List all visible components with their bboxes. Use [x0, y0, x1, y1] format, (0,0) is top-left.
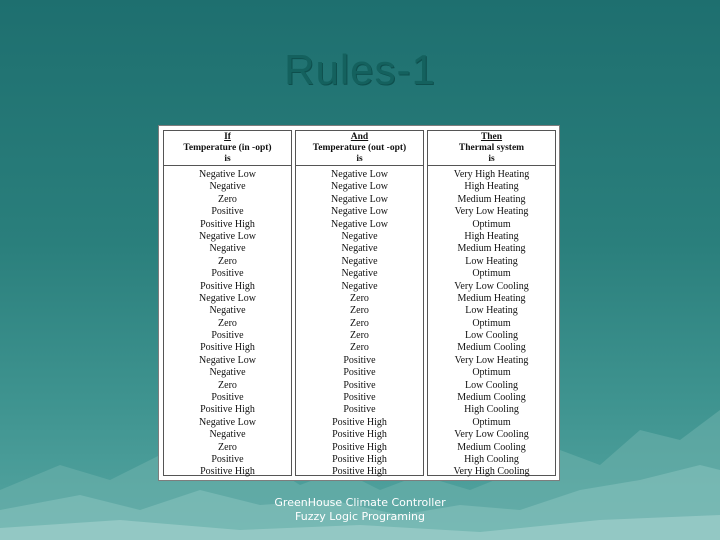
table-cell: Positive High: [332, 416, 387, 428]
table-cell: Very Low Heating: [454, 206, 529, 218]
table-cell: Positive High: [200, 342, 255, 354]
table-cell: Zero: [350, 305, 369, 317]
table-cell: Optimum: [472, 218, 511, 230]
header-then-is: is: [488, 154, 495, 164]
column-and-cells: [296, 166, 423, 479]
table-cell: Positive High: [332, 453, 387, 465]
table-cell: Medium Heating: [457, 193, 526, 205]
table-cell: High Cooling: [464, 404, 519, 416]
table-cell: Optimum: [472, 268, 511, 280]
table-cell: Negative: [341, 243, 378, 255]
table-cell: Zero: [218, 317, 237, 329]
table-cell: Negative Low: [331, 193, 388, 205]
table-cell: Very Low Cooling: [454, 429, 529, 441]
table-cell: Positive High: [200, 280, 255, 292]
footer-line-1: GreenHouse Climate Controller: [274, 496, 446, 509]
column-and: [295, 130, 424, 476]
table-cell: Medium Cooling: [457, 392, 526, 404]
column-then-cells: [428, 166, 555, 479]
column-if-cells: [164, 166, 291, 479]
table-cell: Optimum: [472, 416, 511, 428]
table-cell: Negative Low: [199, 292, 256, 304]
table-cell: Positive High: [200, 218, 255, 230]
table-cell: Zero: [218, 379, 237, 391]
table-cell: Zero: [350, 292, 369, 304]
table-cell: Optimum: [472, 367, 511, 379]
column-header-then: [428, 131, 555, 166]
table-cell: High Cooling: [464, 453, 519, 465]
footer-line-2: Fuzzy Logic Programing: [295, 510, 425, 523]
table-cell: Positive: [211, 330, 244, 342]
table-cell: Medium Heating: [457, 243, 526, 255]
table-cell: Optimum: [472, 317, 511, 329]
table-cell: High Heating: [464, 181, 519, 193]
table-cell: Zero: [350, 342, 369, 354]
table-cell: Positive High: [332, 466, 387, 478]
table-cell: Very Low Cooling: [454, 280, 529, 292]
table-cell: Negative Low: [199, 354, 256, 366]
table-cell: Low Heating: [465, 255, 518, 267]
table-cell: Positive: [211, 206, 244, 218]
table-cell: Zero: [218, 255, 237, 267]
table-cell: Negative: [341, 268, 378, 280]
table-cell: Zero: [218, 193, 237, 205]
table-cell: Zero: [350, 317, 369, 329]
table-cell: Zero: [350, 330, 369, 342]
table-cell: Positive: [211, 392, 244, 404]
column-if: [163, 130, 292, 476]
header-and-keyword: And: [350, 132, 369, 142]
column-then: [427, 130, 556, 476]
header-and-variable: Temperature (out -opt): [312, 143, 407, 153]
table-cell: Negative Low: [331, 169, 388, 180]
table-cell: Positive High: [200, 466, 255, 478]
table-cell: Positive: [343, 367, 376, 379]
table-cell: Negative: [341, 280, 378, 292]
table-cell: Negative: [209, 181, 246, 193]
table-cell: Negative: [209, 429, 246, 441]
table-cell: Positive: [343, 392, 376, 404]
table-cell: Negative: [341, 230, 378, 242]
table-cell: Negative: [209, 305, 246, 317]
table-cell: Negative Low: [199, 169, 256, 180]
table-cell: Positive: [211, 453, 244, 465]
table-cell: Positive: [343, 354, 376, 366]
table-cell: Negative Low: [331, 206, 388, 218]
table-cell: Positive: [343, 404, 376, 416]
table-cell: Negative Low: [199, 416, 256, 428]
table-cell: Medium Cooling: [457, 441, 526, 453]
header-if-keyword: If: [224, 132, 231, 142]
slide-title: Rules-1: [284, 46, 436, 93]
column-header-and: [296, 131, 423, 166]
table-cell: High Heating: [464, 230, 519, 242]
table-cell: Negative Low: [331, 181, 388, 193]
header-then-keyword: Then: [480, 132, 503, 142]
table-cell: Negative: [341, 255, 378, 267]
table-cell: Negative Low: [331, 218, 388, 230]
table-cell: Positive High: [332, 429, 387, 441]
table-cell: Medium Cooling: [457, 342, 526, 354]
rules-table: [158, 125, 560, 481]
header-then-variable: Thermal system: [458, 143, 525, 153]
table-cell: Negative: [209, 243, 246, 255]
header-if-is: is: [224, 154, 231, 164]
table-cell: Low Cooling: [464, 330, 519, 342]
table-cell: Negative Low: [199, 230, 256, 242]
table-cell: Very Low Heating: [454, 354, 529, 366]
table-cell: Very High Heating: [453, 169, 530, 180]
table-cell: Low Cooling: [464, 379, 519, 391]
table-cell: Zero: [218, 441, 237, 453]
table-cell: Low Heating: [465, 305, 518, 317]
table-cell: Medium Heating: [457, 292, 526, 304]
table-cell: Negative: [209, 367, 246, 379]
slide-footer: [0, 496, 720, 524]
header-and-is: is: [356, 154, 363, 164]
header-if-variable: Temperature (in -opt): [183, 143, 272, 153]
column-header-if: [164, 131, 291, 166]
table-cell: Positive High: [332, 441, 387, 453]
table-cell: Very High Cooling: [453, 466, 530, 478]
table-cell: Positive High: [200, 404, 255, 416]
table-cell: Positive: [343, 379, 376, 391]
table-cell: Positive: [211, 268, 244, 280]
